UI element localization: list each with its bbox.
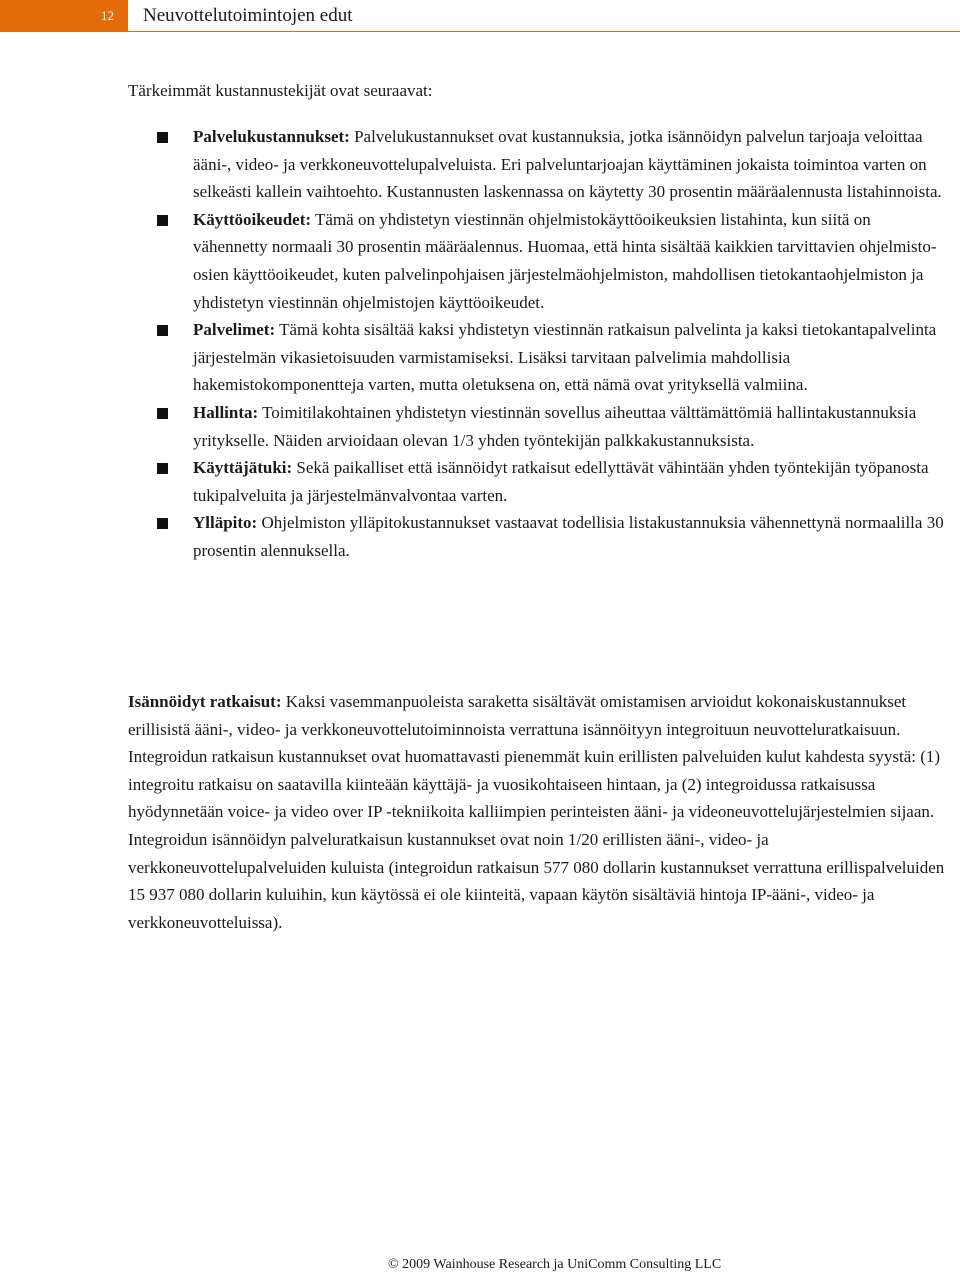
bullet-term: Hallinta:: [193, 402, 259, 422]
square-bullet-icon: [157, 408, 168, 419]
bullet-text: Palvelukustannukset ovat kustannuksia, jotka isännöidyn palvelun tarjoaja veloittaa ääni-, video- ja verkkoneuvottelupalveluista. Eri palveluntarjoajan käyttäminen jokaista toimintoa varten on selkeästi kallein vaihtoehto. Kustannusten laskennassa on käytetty 30 prosentin määräalennusta listahinnoista.: [193, 127, 942, 202]
list-item: [154, 316, 944, 399]
bullet-text: Tämä kohta sisältää kaksi yhdistetyn viestinnän ratkaisun palvelinta ja kaksi tietokantapalvelinta järjestelmän vikasietoisuuden varmistamiseksi. Lisäksi tarvitaan palvelimia mahdollisia hakemistokomponentteja varten, mutta oletuksena on, että nämä ovat yrityksellä valmiina.: [193, 320, 937, 395]
square-bullet-icon: [157, 215, 168, 226]
list-item: [154, 123, 944, 206]
bullet-text: Toimitilakohtainen yhdistetyn viestinnän sovellus aiheuttaa välttämättömiä hallintakustannuksia yritykselle. Näiden arvioidaan olevan 1/3 yhden työntekijän palkkakustannuksista.: [193, 402, 917, 450]
page-header: [0, 0, 960, 32]
square-bullet-icon: [157, 325, 168, 336]
bullet-text: Tämä on yhdistetyn viestinnän ohjelmistokäyttöoikeuksien listahinta, kun siitä on vähennetty normaali 30 prosentin määräalennus. Huomaa, että hinta sisältää kaikkien tarvittavien ohjelmisto-osien käyttöoikeudet, kuten palvelinpohjaisen järjestelmäohjelmiston, mahdollisen tietokantaohjelmiston ja yhdistetyn viestinnän ohjelmistojen käyttöoikeudet.: [193, 209, 937, 312]
paragraph-term: Isännöidyt ratkaisut:: [128, 692, 282, 711]
list-item: [154, 454, 944, 509]
list-item: [154, 509, 944, 564]
list-item: [154, 399, 944, 454]
bullet-term: Palvelimet:: [193, 320, 276, 340]
header-rule: [128, 31, 960, 32]
paragraph-text: Kaksi vasemmanpuoleista saraketta sisältävät omistamisen arvioidut kokonaiskustannukset erillisistä ääni-, video- ja verkkoneuvottelutoiminnoista verrattuna isännöityyn integroituun neuvotteluratkaisuun. Integroidun ratkaisun kustannukset ovat huomattavasti pienemmät kuin erillisten palveluiden kulut kahdesta syystä: (1) integroitu ratkaisu on saatavilla kiinteään käyttäjä- ja vuosikohtaiseen hintaan, ja (2) integroidussa ratkaisussa hyödynnetään voice- ja video over IP -tekniikoita kalliimpien perinteisten ääni- ja videoneuvottelujärjestelmien sijaan. Integroidun isännöidyn palveluratkaisun kustannukset ovat noin 1/20 erillisten ääni-, video- ja verkkoneuvottelupalveluiden kuluista (integroidun ratkaisun 577 080 dollarin kustannukset verrattuna erillispalveluiden 15 937 080 dollarin kuluihin, kun käytössä ei ole kiinteitä, vapaan käytön sisältäviä hintoja IP-ääni-, video- ja verkkoneuvotteluissa).: [128, 692, 945, 932]
bullet-term: Käyttäjätuki:: [193, 458, 293, 478]
square-bullet-icon: [157, 132, 168, 143]
page-number: 12: [0, 0, 128, 32]
intro-sentence: Tärkeimmät kustannustekijät ovat seuraavat:: [128, 81, 433, 100]
bullet-text: Sekä paikalliset että isännöidyt ratkaisut edellyttävät vähintään yhden työntekijän työpanosta tukipalveluita ja järjestelmänvalvontaa varten.: [193, 458, 929, 505]
bullet-term: Käyttöoikeudet:: [193, 209, 312, 229]
square-bullet-icon: [157, 518, 168, 529]
running-header-title: Neuvottelutoimintojen edut: [143, 5, 353, 26]
bullet-term: Palvelukustannukset:: [193, 127, 350, 146]
bullet-term: Ylläpito:: [193, 513, 258, 533]
copyright-footer: © 2009 Wainhouse Research ja UniComm Consulting LLC: [388, 1257, 722, 1272]
bullet-text: Ohjelmiston ylläpitokustannukset vastaavat todellisia listakustannuksia vähennettynä normaalilla 30 prosentin alennuksella.: [193, 513, 944, 560]
hosted-solutions-paragraph: [128, 688, 948, 936]
square-bullet-icon: [157, 463, 168, 474]
cost-factor-list: [154, 123, 944, 565]
list-item: [154, 206, 944, 316]
